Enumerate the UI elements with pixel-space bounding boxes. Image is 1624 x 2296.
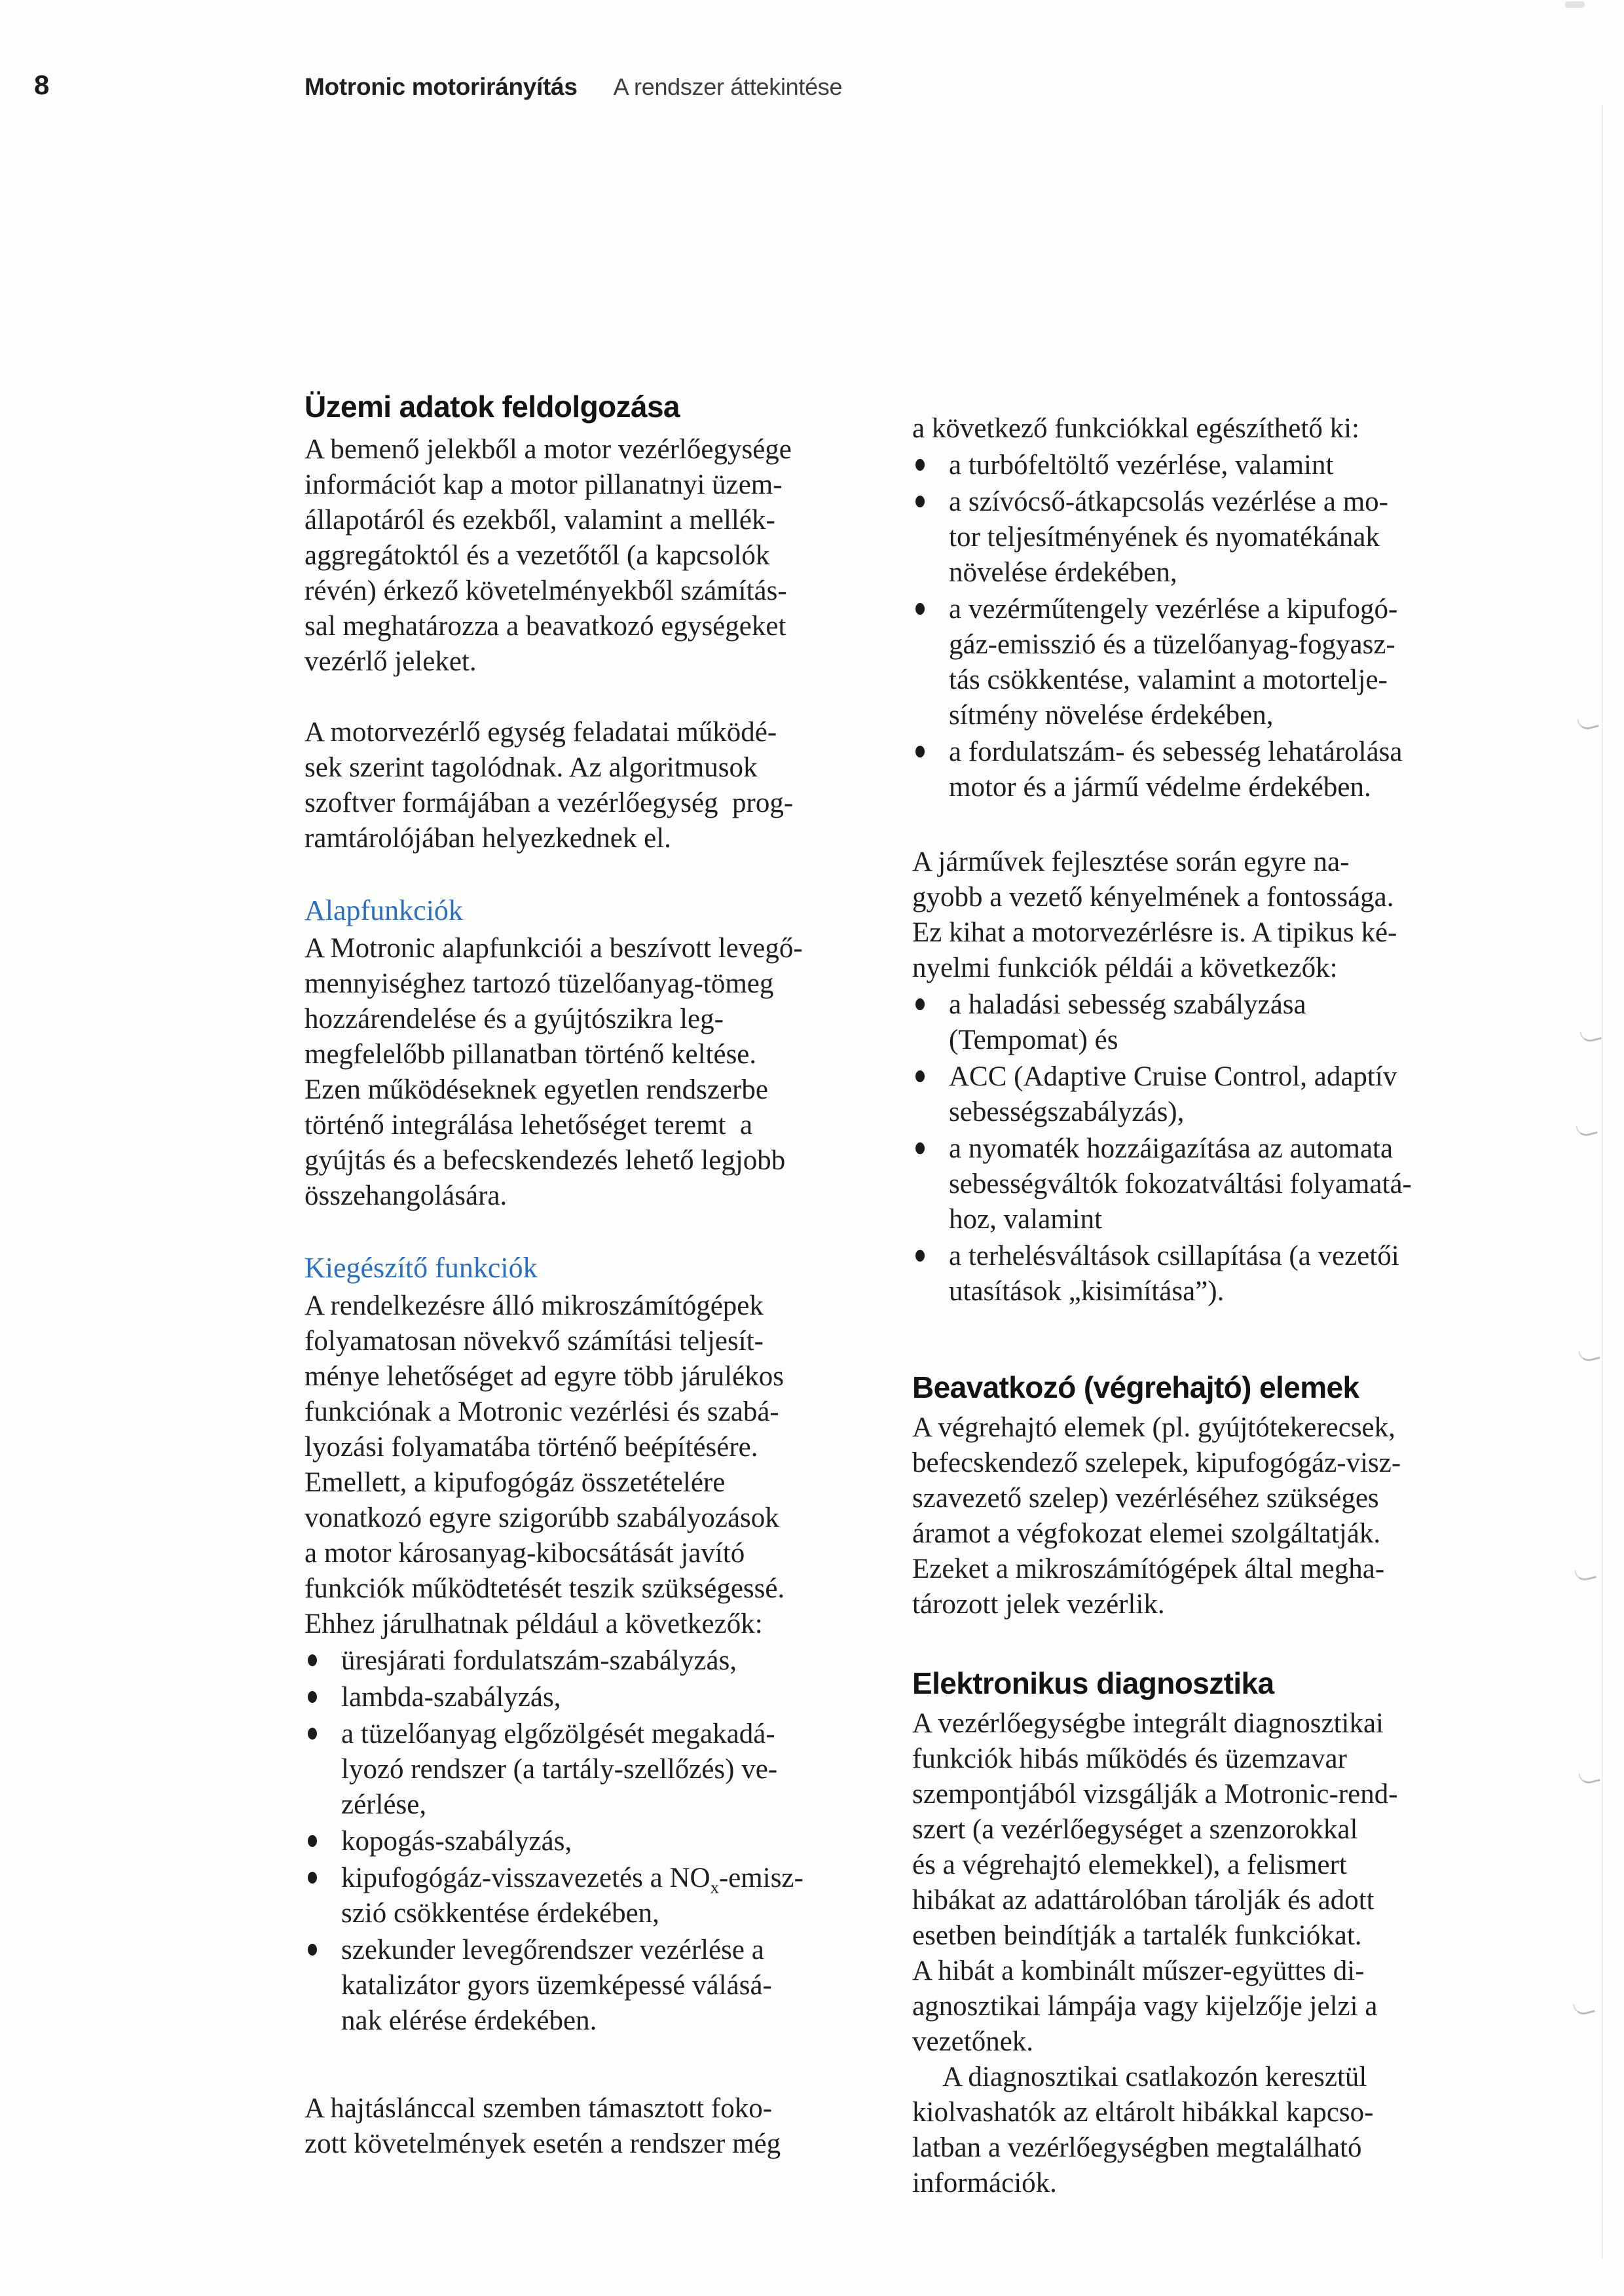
text-line: funkciók hibás működés és üzemzavar — [912, 1743, 1347, 1774]
list-item — [912, 592, 1488, 733]
list-item — [912, 1131, 1488, 1237]
text-line: A diagnosztikai csatlakozón keresztül — [942, 2062, 1367, 2092]
text-line: révén) érkező követelményekből számítás- — [304, 575, 787, 606]
list-item — [304, 1824, 858, 1859]
text-line: összehangolására. — [304, 1180, 507, 1211]
paragraph — [304, 1288, 858, 1642]
text-line: a szívócső-átkapcsolás vezérlése a mo- — [949, 486, 1388, 517]
text-line: hozzárendelése és a gyújtószikra leg- — [304, 1004, 724, 1034]
right-column — [912, 411, 1488, 2201]
text-line: információt kap a motor pillanatnyi üzem- — [304, 469, 783, 500]
text-line: szert (a vezérlőegységet a szenzorokkal — [912, 1814, 1358, 1845]
text-line: kopogás-szabályzás, — [341, 1826, 572, 1857]
left-column — [304, 388, 858, 2162]
text-line: sal meghatározza a beavatkozó egységeket — [304, 611, 786, 642]
text-line: megfelelőbb pillanatban történő keltése. — [304, 1039, 757, 1070]
text-line: Emellett, a kipufogógáz összetételére — [304, 1467, 726, 1498]
page-header — [304, 73, 842, 101]
text-line: növelése érdekében, — [949, 557, 1177, 588]
scan-artifact-line — [1602, 105, 1603, 2259]
bullet-icon — [915, 746, 925, 757]
text-line: történő integrálása lehetőséget teremt a — [304, 1110, 753, 1140]
text-line: A végrehajtó elemek (pl. gyújtótekerecsek, — [912, 1412, 1395, 1443]
list-item — [912, 448, 1488, 483]
text-line: lyozási folyamatába történő beépítésére. — [304, 1432, 758, 1463]
text-line: zérlése, — [341, 1789, 427, 1820]
text-line: A hibát a kombinált műszer-együttes di- — [912, 1956, 1365, 1986]
bullet-icon — [308, 1872, 317, 1884]
page-number: 8 — [34, 69, 50, 100]
text-line: szempontjából vizsgálják a Motronic-rend- — [912, 1779, 1398, 1810]
text-line: A vezérlőegységbe integrált diagnosztikai — [912, 1708, 1384, 1739]
bullet-icon — [915, 603, 925, 615]
text-line: gyobb a vezető kényelmének a fontossága. — [912, 882, 1394, 913]
section-heading: Üzemi adatok feldolgozása — [304, 390, 680, 424]
chapter-title: Motronic motorirányítás — [304, 73, 578, 100]
scan-artifact-mark — [1578, 1347, 1600, 1364]
scan-artifact-mark — [1574, 1566, 1596, 1583]
text-line: a vezérműtengely vezérlése a kipufogó- — [949, 594, 1398, 625]
text-line: A járművek fejlesztése során egyre na- — [912, 847, 1350, 877]
text-line: információk. — [912, 2168, 1057, 2198]
text-line: agnosztikai lámpája vagy kijelzője jelzi a — [912, 1991, 1378, 2022]
paragraph — [912, 845, 1488, 986]
text-line: a motor károsanyag-kibocsátását javító — [304, 1538, 745, 1569]
bullet-icon — [915, 459, 925, 471]
bullet-icon — [308, 1944, 317, 1956]
list-item — [912, 1239, 1488, 1309]
text-line: A motorvezérlő egység feladatai működé- — [304, 717, 777, 748]
text-line: vezérlő jeleket. — [304, 646, 477, 677]
text-line: sítmény növelése érdekében, — [949, 700, 1274, 731]
text-line: zott követelmények esetén a rendszer még — [304, 2128, 781, 2159]
text-line: vezetőnek. — [912, 2026, 1034, 2057]
scan-artifact-mark — [1577, 715, 1599, 732]
text-line: ménye lehetőséget ad egyre több járulékos — [304, 1361, 784, 1392]
bullet-icon — [915, 998, 925, 1010]
text-line: kipufogógáz-visszavezetés a $NO_x-emisz-$ — [341, 1863, 803, 1897]
text-line: nak elérése érdekében. — [341, 2005, 597, 2036]
bullet-icon — [915, 1250, 925, 1262]
text-line: A hajtáslánccal szemben támasztott foko- — [304, 2093, 773, 2124]
text-line: ramtárolójában helyezkednek el. — [304, 823, 671, 854]
text-line: sebességszabályzás), — [949, 1097, 1185, 1127]
paragraph — [304, 432, 858, 680]
text-line: állapotáról és ezekből, valamint a mellék- — [304, 505, 775, 536]
list-item — [304, 1643, 858, 1679]
text-line: gáz-emisszió és a tüzelőanyag-fogyasz- — [949, 629, 1395, 660]
section-title: A rendszer áttekintése — [613, 73, 843, 100]
text-line: hibákat az adattárolóban tárolják és adott — [912, 1885, 1375, 1916]
bullet-icon — [308, 1728, 317, 1740]
text-line: sek szerint tagolódnak. Az algoritmusok — [304, 752, 758, 783]
text-line: sebességváltók fokozatváltási folyamatá- — [949, 1169, 1412, 1199]
list-item — [912, 735, 1488, 805]
bullet-list — [912, 448, 1488, 805]
text-line: befecskendező szelepek, kipufogógáz-visz- — [912, 1448, 1401, 1478]
paragraph — [912, 1706, 1488, 2060]
bullet-list — [304, 1643, 858, 2039]
scan-artifact-mark — [1576, 1121, 1598, 1139]
text-line: A Motronic alapfunkciói a beszívott levegő- — [304, 933, 803, 964]
scan-artifact-mark — [1579, 1027, 1602, 1044]
text-line: mennyiséghez tartozó tüzelőanyag-tömeg — [304, 968, 774, 999]
bullet-icon — [308, 1835, 317, 1847]
text-line: Ez kihat a motorvezérlésre is. A tipikus ké- — [912, 917, 1397, 948]
text-line: áramot a végfokozat elemei szolgáltatják. — [912, 1518, 1381, 1549]
bullet-icon — [308, 1691, 317, 1703]
section-heading: Elektronikus diagnosztika — [912, 1666, 1274, 1700]
bullet-icon — [915, 496, 925, 507]
text-line: szoftver formájában a vezérlőegység prog- — [304, 788, 794, 818]
bullet-icon — [915, 1070, 925, 1082]
text-line: hoz, valamint — [949, 1204, 1103, 1235]
list-item — [304, 1717, 858, 1823]
subsection-heading: Kiegészítő funkciók — [304, 1252, 538, 1284]
list-item — [912, 1059, 1488, 1130]
text-line: szekunder levegőrendszer vezérlése a — [341, 1935, 764, 1965]
text-line: tor teljesítményének és nyomatékának — [949, 522, 1380, 553]
text-line: a nyomaték hozzáigazítása az automata — [949, 1133, 1393, 1164]
scan-artifact-smudge — [1565, 1, 1585, 8]
text-line: funkciónak a Motronic vezérlési és szabá- — [304, 1396, 779, 1427]
text-line: katalizátor gyors üzemképessé válásá- — [341, 1970, 772, 2001]
text-line: Ezen működéseknek egyetlen rendszerbe — [304, 1074, 768, 1105]
text-line: kiolvashatók az eltárolt hibákkal kapcso- — [912, 2097, 1374, 2128]
text-line: utasítások „kisimítása”). — [949, 1276, 1225, 1307]
paragraph — [912, 2060, 1488, 2201]
list-item — [304, 1933, 858, 2039]
text-line: lyozó rendszer (a tartály-szellőzés) ve- — [341, 1754, 778, 1785]
scan-artifact-mark — [1578, 1769, 1600, 1786]
text-line: a tüzelőanyag elgőzölgését megakadá- — [341, 1719, 775, 1749]
text-line: motor és a jármű védelme érdekében. — [949, 772, 1371, 803]
paragraph — [912, 1410, 1488, 1622]
text-line: latban a vezérlőegységben megtalálható — [912, 2132, 1362, 2163]
text-line: lambda-szabályzás, — [341, 1682, 561, 1713]
list-item — [304, 1680, 858, 1715]
text-line: aggregátoktól és a vezetőtől (a kapcsolók — [304, 540, 770, 571]
text-line: (Tempomat) és — [949, 1025, 1118, 1055]
text-line: A bemenő jelekből a motor vezérlőegysége — [304, 434, 792, 465]
text-line: gyújtás és a befecskendezés lehető legjobb — [304, 1145, 786, 1176]
text-line: vonatkozó egyre szigorúbb szabályozások — [304, 1503, 779, 1533]
paragraph — [304, 931, 858, 1214]
text-line: szavezető szelep) vezérléséhez szükséges — [912, 1483, 1379, 1514]
text-line: szió csökkentése érdekében, — [341, 1898, 659, 1929]
bullet-list — [912, 987, 1488, 1309]
paragraph — [912, 411, 1488, 446]
text-line: és a végrehajtó elemekkel), a felismert — [912, 1850, 1347, 1880]
text-line: a következő funkciókkal egészíthető ki: — [912, 413, 1359, 444]
text-line: tás csökkentése, valamint a motortelje- — [949, 665, 1388, 695]
text-line: A rendelkezésre álló mikroszámítógépek — [304, 1290, 764, 1321]
list-item — [304, 1861, 858, 1931]
paragraph — [304, 715, 858, 856]
subsection-heading: Alapfunkciók — [304, 894, 463, 926]
text-line: üresjárati fordulatszám-szabályzás, — [341, 1645, 737, 1676]
text-line: nyelmi funkciók példái a következők: — [912, 953, 1338, 983]
scan-artifact-mark — [1573, 2000, 1595, 2017]
text-line: tározott jelek vezérlik. — [912, 1589, 1165, 1620]
list-item — [912, 987, 1488, 1058]
text-line: a fordulatszám- és sebesség lehatárolása — [949, 737, 1403, 767]
text-line: folyamatosan növekvő számítási teljesít- — [304, 1326, 764, 1357]
section-heading: Beavatkozó (végrehajtó) elemek — [912, 1370, 1359, 1404]
text-line: a haladási sebesség szabályzása — [949, 989, 1306, 1020]
text-line: esetben beindítják a tartalék funkciókat. — [912, 1920, 1362, 1951]
text-line: a turbófeltöltő vezérlése, valamint — [949, 450, 1334, 481]
text-line: ACC (Adaptive Cruise Control, adaptív — [949, 1061, 1397, 1092]
bullet-icon — [915, 1142, 925, 1154]
text-line: Ehhez járulhatnak például a következők: — [304, 1609, 763, 1639]
list-item — [912, 484, 1488, 591]
paragraph — [304, 2091, 858, 2162]
text-line: funkciók működtetését teszik szükségessé. — [304, 1573, 785, 1604]
text-line: Ezeket a mikroszámítógépek által megha- — [912, 1554, 1385, 1584]
bullet-icon — [308, 1654, 317, 1666]
text-line: a terhelésváltások csillapítása (a vezetői — [949, 1241, 1399, 1271]
